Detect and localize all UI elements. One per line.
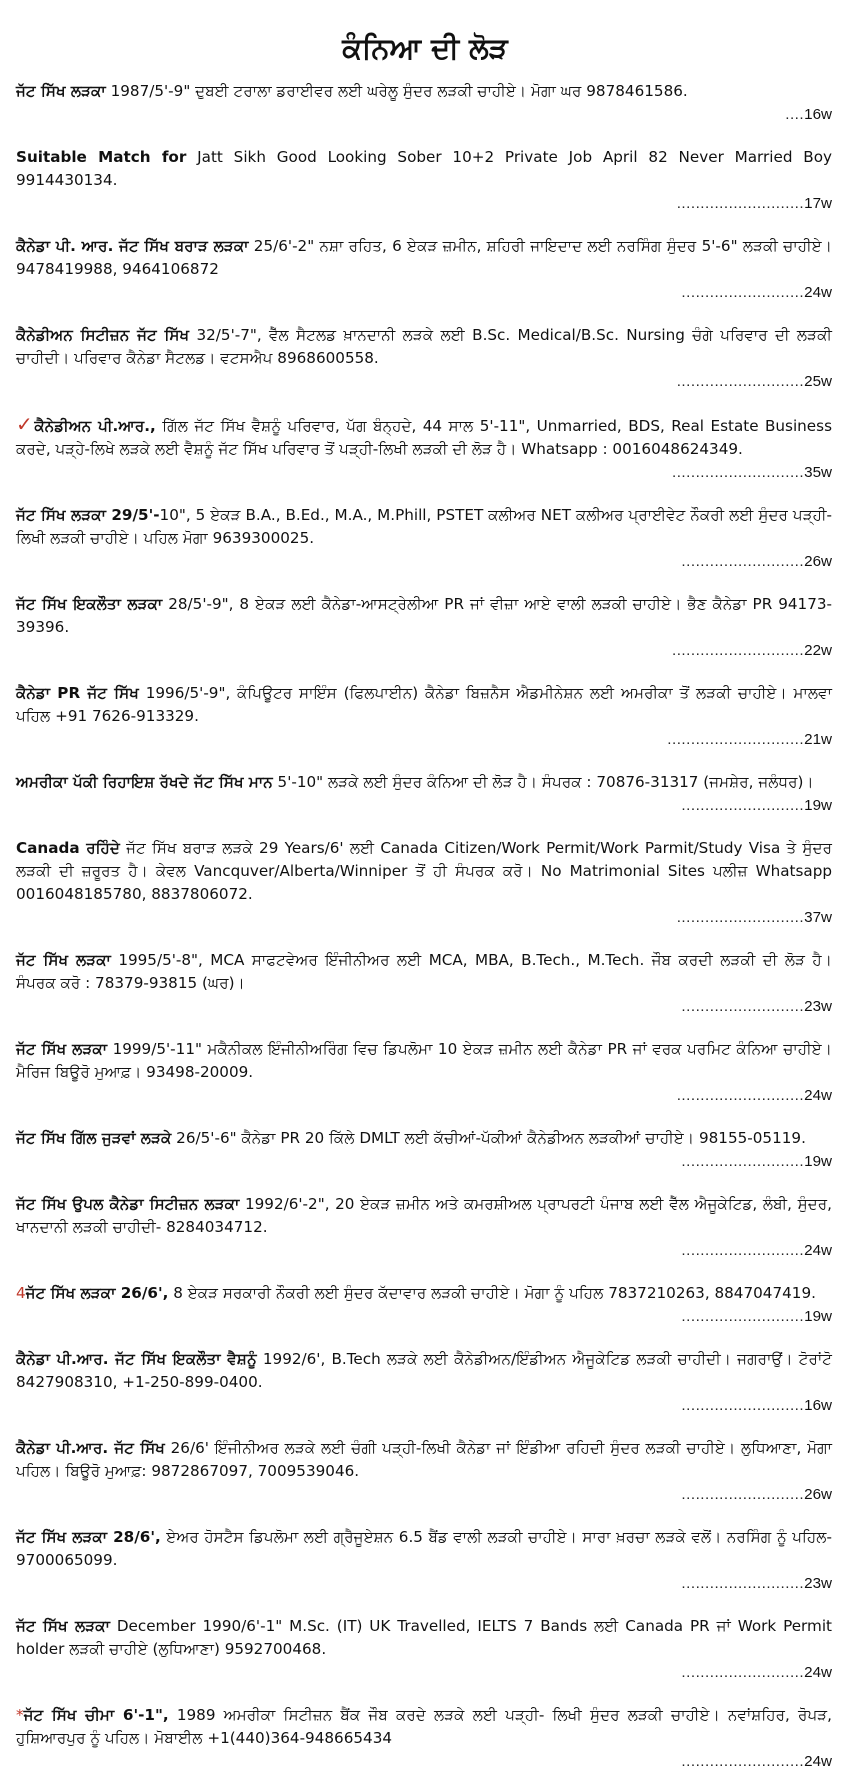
classified-ad <box>16 235 832 304</box>
classified-ad <box>16 504 832 573</box>
page-title: ਕੰਨਿਆ ਦੀ ਲੋੜ <box>342 31 508 65</box>
ad-body-text: 1996/5'-9", ਕੰਪਿਊਟਰ ਸਾਇੰਸ (ਫਿਲਪਾਈਨ) ਕੈਨੇਡਾ ਬਿਜ਼ਨੈਸ ਐਡਮੀਨੇਸ਼ਨ ਲਈ ਅਮਰੀਕਾ ਤੋਂ ਲੜਕੀ ਚਾਹੀਏ। ਮਾਲਵਾ ਪਹਿਲ +91 7626-913329. <box>16 684 832 725</box>
ad-word-count-code: 26w <box>804 553 832 570</box>
classified-ad <box>16 1127 832 1173</box>
leader-dots: .......................... <box>681 1153 805 1170</box>
leader-dots: ............................ <box>671 642 805 659</box>
ad-headline: ਕੈਨੇਡੀਅਨ ਪੀ.ਆਰ., <box>34 417 156 435</box>
ad-headline: ਜੱਟ ਸਿੱਖ ਲੜਕਾ 28/6', <box>16 1528 161 1546</box>
ad-word-count-code: 35w <box>804 464 832 481</box>
ad-code-line <box>16 1394 832 1417</box>
ad-code-line <box>16 728 832 751</box>
ad-headline: ਜੱਟ ਸਿੱਖ ਗਿੱਲ ਜੁੜਵਾਂ ਲੜਕੇ <box>16 1129 172 1147</box>
ad-word-count-code: 22w <box>804 642 832 659</box>
ad-marker: 4 <box>16 1284 26 1302</box>
classified-ad <box>16 1437 832 1506</box>
leader-dots: ........................... <box>676 1087 805 1104</box>
leader-dots: .......................... <box>681 797 805 814</box>
ad-code-line <box>16 639 832 662</box>
leader-dots: ........................... <box>676 373 805 390</box>
ad-body-text: ਜੱਟ ਸਿੱਖ ਬਰਾੜ ਲੜਕੇ 29 Years/6' ਲਈ Canada Citizen/Work Permit/Work Parmit/Study Visa ਤੇ ਸੁੰਦਰ ਲੜਕੀ ਦੀ ਜ਼ਰੂਰਤ ਹੈ। ਕੇਵਲ Vancquver/Alberta/Winniper ਤੋਂ ਹੀ ਸੰਪਰਕ ਕਰੋ। No Matrimonial Sites ਪਲੀਜ਼ Whatsapp 0016048185780, 8837806072. <box>16 839 832 903</box>
ad-headline: ਕੈਨੇਡਾ ਪੀ.ਆਰ. ਜੱਟ ਸਿੱਖ <box>16 1439 165 1457</box>
ad-code-line <box>16 370 832 393</box>
ad-body-text: 1992/6'-2", 20 ਏਕੜ ਜ਼ਮੀਨ ਅਤੇ ਕਮਰਸ਼ੀਅਲ ਪ੍ਰਾਪਰਟੀ ਪੰਜਾਬ ਲਈ ਵੈੱਲ ਐਜੂਕੇਟਿਡ, ਲੰਬੀ, ਸੁੰਦਰ, ਖਾਨਦਾਨੀ ਲੜਕੀ ਚਾਹੀਦੀ- 8284034712. <box>16 1195 832 1236</box>
ad-word-count-code: 24w <box>804 1242 832 1259</box>
ad-word-count-code: 16w <box>804 1397 832 1414</box>
classified-ad <box>16 837 832 929</box>
leader-dots: .......................... <box>681 1575 805 1592</box>
ad-word-count-code: 21w <box>804 731 832 748</box>
ad-code-line <box>16 103 832 126</box>
classified-ad <box>16 1704 832 1773</box>
ad-code-line <box>16 550 832 573</box>
ad-code-line <box>16 192 832 215</box>
check-mark-icon: ✓ <box>16 412 35 436</box>
ad-body-text: 25/6'-2" ਨਸ਼ਾ ਰਹਿਤ, 6 ਏਕੜ ਜ਼ਮੀਨ, ਸ਼ਹਿਰੀ ਜਾਇਦਾਦ ਲਈ ਨਰਸਿੰਗ ਸੁੰਦਰ 5'-6" ਲੜਕੀ ਚਾਹੀਏ। 9478419988, 9464106872 <box>16 237 832 278</box>
ad-code-line <box>16 461 832 484</box>
ad-code-line <box>16 1084 832 1107</box>
ad-word-count-code: 17w <box>804 195 832 212</box>
ad-word-count-code: 24w <box>804 1664 832 1681</box>
classified-ads-list <box>0 80 850 1773</box>
ad-word-count-code: 26w <box>804 1486 832 1503</box>
ad-headline: ਜੱਟ ਸਿੱਖ ਲੜਕਾ <box>16 951 111 969</box>
leader-dots: ........................... <box>676 909 805 926</box>
leader-dots: .......................... <box>681 1242 805 1259</box>
leader-dots: .......................... <box>681 1664 805 1681</box>
ad-code-line <box>16 1239 832 1262</box>
ad-code-line <box>16 1750 832 1773</box>
classified-ad <box>16 324 832 393</box>
classified-ad <box>16 771 832 817</box>
ad-body-text: 8 ਏਕੜ ਸਰਕਾਰੀ ਨੌਕਰੀ ਲਈ ਸੁੰਦਰ ਕੱਦਾਵਾਰ ਲੜਕੀ ਚਾਹੀਏ। ਮੋਗਾ ਨੂੰ ਪਹਿਲ 7837210263, 8847047419. <box>168 1284 816 1302</box>
ad-headline: Canada ਰਹਿੰਦੇ <box>16 839 120 857</box>
ad-body-text: 5'-10" ਲੜਕੇ ਲਈ ਸੁੰਦਰ ਕੰਨਿਆ ਦੀ ਲੋੜ ਹੈ। ਸੰਪਰਕ : 70876-31317 (ਜਮਸ਼ੇਰ, ਜਲੰਧਰ)। <box>272 773 814 791</box>
leader-dots: .......................... <box>681 1486 805 1503</box>
ad-word-count-code: 24w <box>804 1753 832 1770</box>
ad-body-text: 32/5'-7", ਵੈੱਲ ਸੈਟਲਡ ਖ਼ਾਨਦਾਨੀ ਲੜਕੇ ਲਈ B.Sc. Medical/B.Sc. Nursing ਚੰਗੇ ਪਰਿਵਾਰ ਦੀ ਲੜਕੀ ਚਾਹੀਦੀ। ਪਰਿਵਾਰ ਕੈਨੇਡਾ ਸੈਟਲਡ। ਵਟਸਐਪ 8968600558. <box>16 326 832 367</box>
classified-ad <box>16 146 832 215</box>
ad-code-line <box>16 1572 832 1595</box>
ad-headline: ਅਮਰੀਕਾ ਪੱਕੀ ਰਿਹਾਇਸ਼ ਰੱਖਦੇ ਜੱਟ ਸਿੱਖ ਮਾਨ <box>16 773 273 791</box>
classified-ad <box>16 80 832 126</box>
classified-ad <box>16 1348 832 1417</box>
leader-dots: .......................... <box>681 998 805 1015</box>
classified-ad <box>16 413 832 484</box>
ad-word-count-code: 24w <box>804 284 832 301</box>
ad-code-line <box>16 794 832 817</box>
ad-word-count-code: 24w <box>804 1087 832 1104</box>
classified-ad <box>16 1526 832 1595</box>
ad-headline: ਜੱਟ ਸਿੱਖ ਚੀਮਾ 6'-1", <box>23 1706 169 1724</box>
leader-dots: .......................... <box>681 1753 805 1770</box>
ad-body-text: ਗਿੱਲ ਜੱਟ ਸਿੱਖ ਵੈਸ਼ਨੂੰ ਪਰਿਵਾਰ, ਪੱਗ ਬੰਨ੍ਹਦੇ, 44 ਸਾਲ 5'-11", Unmarried, BDS, Real Estate Business ਕਰਦੇ, ਪੜ੍ਹੇ-ਲਿਖੇ ਲੜਕੇ ਲਈ ਵੈਸ਼ਨੂੰ ਜੱਟ ਸਿੱਖ ਪਰਿਵਾਰ ਤੋਂ ਪੜ੍ਹੀ-ਲਿਖੀ ਲੜਕੀ ਦੀ ਲੋੜ ਹੈ। Whatsapp : 0016048624349. <box>16 417 832 458</box>
leader-dots: .......................... <box>681 1308 805 1325</box>
ad-body-text: Jatt Sikh Good Looking Sober 10+2 Private Job April 82 Never Married Boy 9914430134. <box>16 148 832 189</box>
classified-ad <box>16 1282 832 1328</box>
classified-ad <box>16 1615 832 1684</box>
classified-ad <box>16 949 832 1018</box>
leader-dots: .......................... <box>681 1397 805 1414</box>
ad-code-line <box>16 906 832 929</box>
ad-headline: ਜੱਟ ਸਿੱਖ ਲੜਕਾ <box>16 1617 110 1635</box>
ad-headline: ਜੱਟ ਸਿੱਖ ਲੜਕਾ 26/6', <box>25 1284 169 1302</box>
ad-word-count-code: 16w <box>804 106 832 123</box>
classified-ad <box>16 1193 832 1262</box>
ad-body-text: 28/5'-9", 8 ਏਕੜ ਲਈ ਕੈਨੇਡਾ-ਆਸਟ੍ਰੇਲੀਆ PR ਜਾਂ ਵੀਜ਼ਾ ਆਏ ਵਾਲੀ ਲੜਕੀ ਚਾਹੀਏ। ਭੈਣ ਕੈਨੇਡਾ PR 94173-39396. <box>16 595 832 636</box>
classified-ad <box>16 593 832 662</box>
leader-dots: ............................. <box>667 731 805 748</box>
ad-word-count-code: 25w <box>804 373 832 390</box>
leader-dots: ........................... <box>676 195 805 212</box>
ad-body-text: 10", 5 ਏਕੜ B.A., B.Ed., M.A., M.Phill, PSTET ਕਲੀਅਰ NET ਕਲੀਅਰ ਪ੍ਰਾਈਵੇਟ ਨੌਕਰੀ ਲਈ ਸੁੰਦਰ ਪੜ੍ਹੀ-ਲਿਖੀ ਲੜਕੀ ਚਾਹੀਏ। ਪਹਿਲ ਮੋਗਾ 9639300025. <box>16 506 832 547</box>
ad-word-count-code: 37w <box>804 909 832 926</box>
ad-body-text: ਏਅਰ ਹੋਸਟੈਸ ਡਿਪਲੋਮਾ ਲਈ ਗ੍ਰੈਜੂਏਸ਼ਨ 6.5 ਬੈਂਡ ਵਾਲੀ ਲੜਕੀ ਚਾਹੀਏ। ਸਾਰਾ ਖ਼ਰਚਾ ਲੜਕੇ ਵਲੋਂ। ਨਰਸਿੰਗ ਨੂੰ ਪਹਿਲ- 9700065099. <box>16 1528 832 1569</box>
ad-word-count-code: 19w <box>804 797 832 814</box>
ad-marker: * <box>16 1706 24 1724</box>
ad-headline: ਜੱਟ ਸਿੱਖ ਲੜਕਾ <box>16 1040 108 1058</box>
ad-headline: ਜੱਟ ਸਿੱਖ ਉਪਲ ਕੈਨੇਡਾ ਸਿਟੀਜ਼ਨ ਲੜਕਾ <box>16 1195 240 1213</box>
ad-word-count-code: 23w <box>804 998 832 1015</box>
ad-headline: ਕੈਨੇਡੀਅਨ ਸਿਟੀਜ਼ਨ ਜੱਟ ਸਿੱਖ <box>16 326 190 344</box>
ad-body-text: 1989 ਅਮਰੀਕਾ ਸਿਟੀਜ਼ਨ ਬੈਂਕ ਜੌਬ ਕਰਦੇ ਲੜਕੇ ਲਈ ਪੜ੍ਹੀ- ਲਿਖੀ ਸੁੰਦਰ ਲੜਕੀ ਚਾਹੀਏ। ਨਵਾਂਸ਼ਹਿਰ, ਰੋਪੜ, ਹੁਸ਼ਿਆਰਪੁਰ ਨੂੰ ਪਹਿਲ। ਮੋਬਾਈਲ +1(440)364-948665434 <box>16 1706 832 1747</box>
ad-code-line <box>16 1150 832 1173</box>
leader-dots: .... <box>785 106 805 123</box>
ad-headline: ਕੈਨੇਡਾ PR ਜੱਟ ਸਿੱਖ <box>16 684 139 702</box>
leader-dots: .......................... <box>681 284 805 301</box>
ad-body-text: 26/5'-6" ਕੈਨੇਡਾ PR 20 ਕਿੱਲੇ DMLT ਲਈ ਕੱਚੀਆਂ-ਪੱਕੀਆਂ ਕੈਨੇਡੀਅਨ ਲੜਕੀਆਂ ਚਾਹੀਏ। 98155-05119. <box>171 1129 806 1147</box>
ad-headline: Suitable Match for <box>16 148 187 166</box>
ad-code-line <box>16 1661 832 1684</box>
ad-body-text: 1995/5'-8", MCA ਸਾਫਟਵੇਅਰ ਇੰਜੀਨੀਅਰ ਲਈ MCA, MBA, B.Tech., M.Tech. ਜੌਬ ਕਰਦੀ ਲੜਕੀ ਦੀ ਲੋੜ ਹੈ। ਸੰਪਰਕ ਕਰੋ : 78379-93815 (ਘਰ)। <box>16 951 832 992</box>
ad-headline: ਕੈਨੇਡਾ ਪੀ. ਆਰ. ਜੱਟ ਸਿੱਖ ਬਰਾੜ ਲੜਕਾ <box>16 237 249 255</box>
ad-body-text: 1987/5'-9" ਦੁਬਈ ਟਰਾਲਾ ਡਰਾਈਵਰ ਲਈ ਘਰੇਲੂ ਸੁੰਦਰ ਲੜਕੀ ਚਾਹੀਏ। ਮੋਗਾ ਘਰ 9878461586. <box>105 82 688 100</box>
ad-word-count-code: 19w <box>804 1308 832 1325</box>
classified-ad <box>16 1038 832 1107</box>
ad-headline: ਜੱਟ ਸਿੱਖ ਇਕਲੌਤਾ ਲੜਕਾ <box>16 595 163 613</box>
ad-body-text: 1992/6', B.Tech ਲੜਕੇ ਲਈ ਕੈਨੇਡੀਅਨ/ਇੰਡੀਅਨ ਐਜੂਕੇਟਿਡ ਲੜਕੀ ਚਾਹੀਦੀ। ਜਗਰਾਉਂ। ਟੋਰਾਂਟੋ 8427908310, +1-250-899-0400. <box>16 1350 832 1391</box>
leader-dots: .......................... <box>681 553 805 570</box>
ad-word-count-code: 23w <box>804 1575 832 1592</box>
classified-ad <box>16 682 832 751</box>
ad-headline: ਜੱਟ ਸਿੱਖ ਲੜਕਾ 29/5'- <box>16 506 160 524</box>
ad-headline: ਕੈਨੇਡਾ ਪੀ.ਆਰ. ਜੱਟ ਸਿੱਖ ਇਕਲੌਤਾ ਵੈਸ਼ਨੂੰ <box>16 1350 257 1368</box>
ad-word-count-code: 19w <box>804 1153 832 1170</box>
ad-body-text: December 1990/6'-1" M.Sc. (IT) UK Travelled, IELTS 7 Bands ਲਈ Canada PR ਜਾਂ Work Permit holder ਲੜਕੀ ਚਾਹੀਏ (ਲੁਧਿਆਣਾ) 9592700468. <box>16 1617 833 1658</box>
ad-code-line <box>16 281 832 304</box>
leader-dots: ............................ <box>671 464 805 481</box>
ad-body-text: 1999/5'-11" ਮਕੈਨੀਕਲ ਇੰਜੀਨੀਅਰਿੰਗ ਵਿਚ ਡਿਪਲੋਮਾ 10 ਏਕੜ ਜ਼ਮੀਨ ਲਈ ਕੈਨੇਡਾ PR ਜਾਂ ਵਰਕ ਪਰਮਿਟ ਕੰਨਿਆ ਚਾਹੀਏ। ਮੈਰਿਜ ਬਿਊਰੋ ਮੁਆਫ਼। 93498-20009. <box>16 1040 833 1081</box>
ad-body-text: 26/6' ਇੰਜੀਨੀਅਰ ਲੜਕੇ ਲਈ ਚੰਗੀ ਪੜ੍ਹੀ-ਲਿਖੀ ਕੈਨੇਡਾ ਜਾਂ ਇੰਡੀਆ ਰਹਿਦੀ ਸੁੰਦਰ ਲੜਕੀ ਚਾਹੀਏ। ਲੁਧਿਆਣਾ, ਮੋਗਾ ਪਹਿਲ। ਬਿਊਰੋ ਮੁਆਫ਼: 9872867097, 7009539046. <box>16 1439 832 1480</box>
ad-code-line <box>16 1305 832 1328</box>
ad-code-line <box>16 995 832 1018</box>
ad-headline: ਜੱਟ ਸਿੱਖ ਲੜਕਾ <box>16 82 106 100</box>
